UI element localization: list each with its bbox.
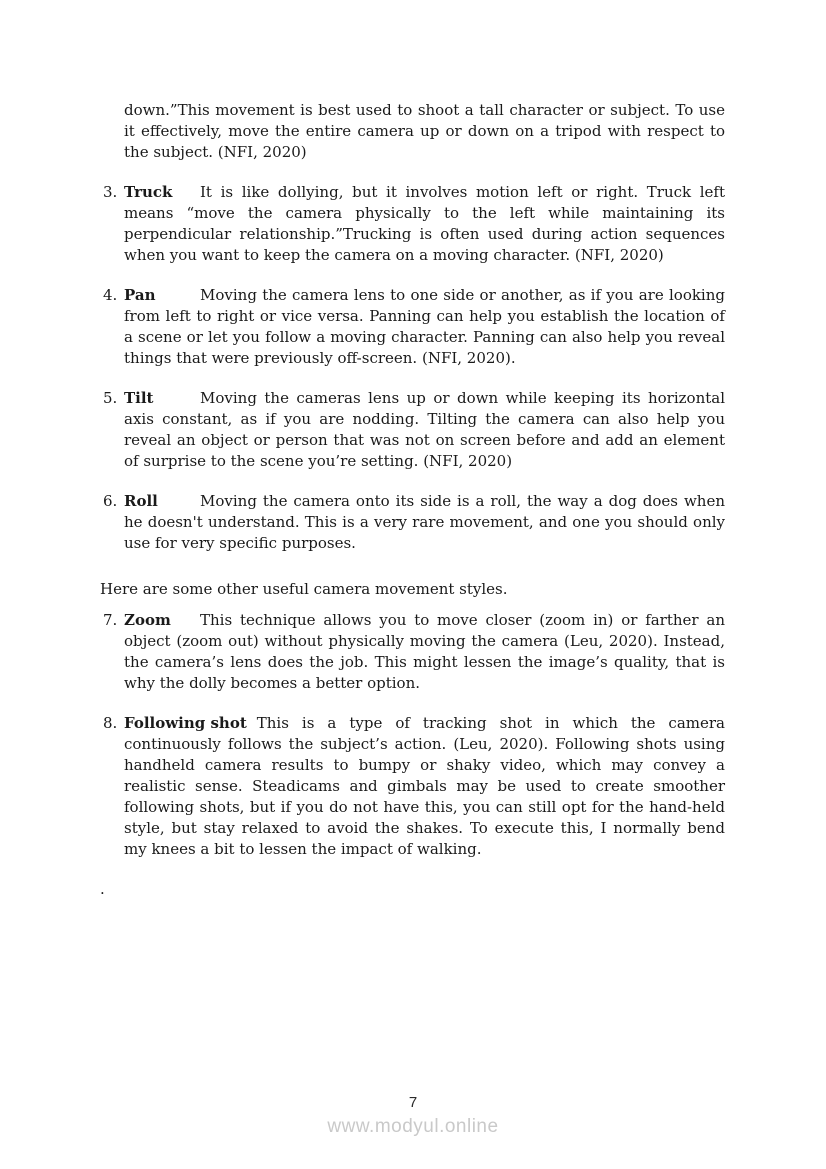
list-item-following-shot [100, 713, 725, 860]
item-number: 4. [103, 286, 118, 304]
item-term: Pan [124, 286, 156, 304]
item-paragraph [124, 388, 725, 472]
page-content [100, 100, 725, 900]
list-item-pan [100, 285, 725, 369]
page-footer [0, 1092, 826, 1137]
item-number: 5. [103, 389, 118, 407]
item-term: Zoom [124, 611, 171, 629]
list-item-tilt [100, 388, 725, 472]
list-item-zoom [100, 610, 725, 694]
trailing-period: . [100, 880, 105, 898]
item-term: Truck [124, 183, 173, 201]
item-description: Moving the cameras lens up or down while keeping its horizontal axis constant, as if you are nodding. Tilting the camera can also help you reveal an object or person that was not on screen before and add an element of surprise to the scene you’re setting. (NFI, 2020) [124, 389, 725, 470]
item-description: Moving the camera onto its side is a roll, the way a dog does when he doesn't understand. This is a very rare movement, and one you should only use for very specific purposes. [124, 492, 725, 552]
item-paragraph [124, 285, 725, 369]
item-paragraph [124, 491, 725, 554]
intro-continuation-paragraph: down.”This movement is best used to shoot a tall character or subject. To use it effectively, move the entire camera up or down on a tripod with respect to the subject. (NFI, 2020) [124, 101, 725, 161]
more-styles-lead: Here are some other useful camera movement styles. [100, 580, 508, 598]
item-number: 3. [103, 183, 118, 201]
list-item-roll [100, 491, 725, 554]
item-term: Following shot [124, 714, 247, 732]
item-paragraph [124, 610, 725, 694]
item-description: This technique allows you to move closer (zoom in) or farther an object (zoom out) without physically moving the camera (Leu, 2020). Instead, the camera’s lens does the job. This might lessen the image’s quality, that is why the dolly becomes a better option. [124, 611, 725, 692]
item-description: Moving the camera lens to one side or another, as if you are looking from left to right or vice versa. Panning can help you establish the location of a scene or let you follow a moving character. Panning can also help you reveal things that were previously off-screen. (NFI, 2020). [124, 286, 725, 367]
item-paragraph [124, 182, 725, 266]
item-number: 6. [103, 492, 118, 510]
item-paragraph [124, 713, 725, 860]
item-description: It is like dollying, but it involves motion left or right. Truck left means “move the camera physically to the left while maintaining its perpendicular relationship.”Trucking is often used during action sequences when you want to keep the camera on a moving character. (NFI, 2020) [124, 183, 725, 264]
item-number: 7. [103, 611, 118, 629]
item-term: Tilt [124, 389, 154, 407]
list-item-truck [100, 182, 725, 266]
watermark-url: www.modyul.online [327, 1116, 499, 1137]
item-term: Roll [124, 492, 158, 510]
item-description: This is a type of tracking shot in which the camera continuously follows the subject’s action. (Leu, 2020). Following shots using handheld camera results to bumpy or shaky video, which may convey a realistic sense. Steadicams and gimbals may be used to create smoother following shots, but if you do not have this, you can still opt for the hand-held style, but stay relaxed to avoid the shakes. To execute this, I normally bend my knees a bit to lessen the impact of walking. [124, 714, 725, 858]
item-number: 8. [103, 714, 118, 732]
page-number: 7 [408, 1094, 418, 1111]
